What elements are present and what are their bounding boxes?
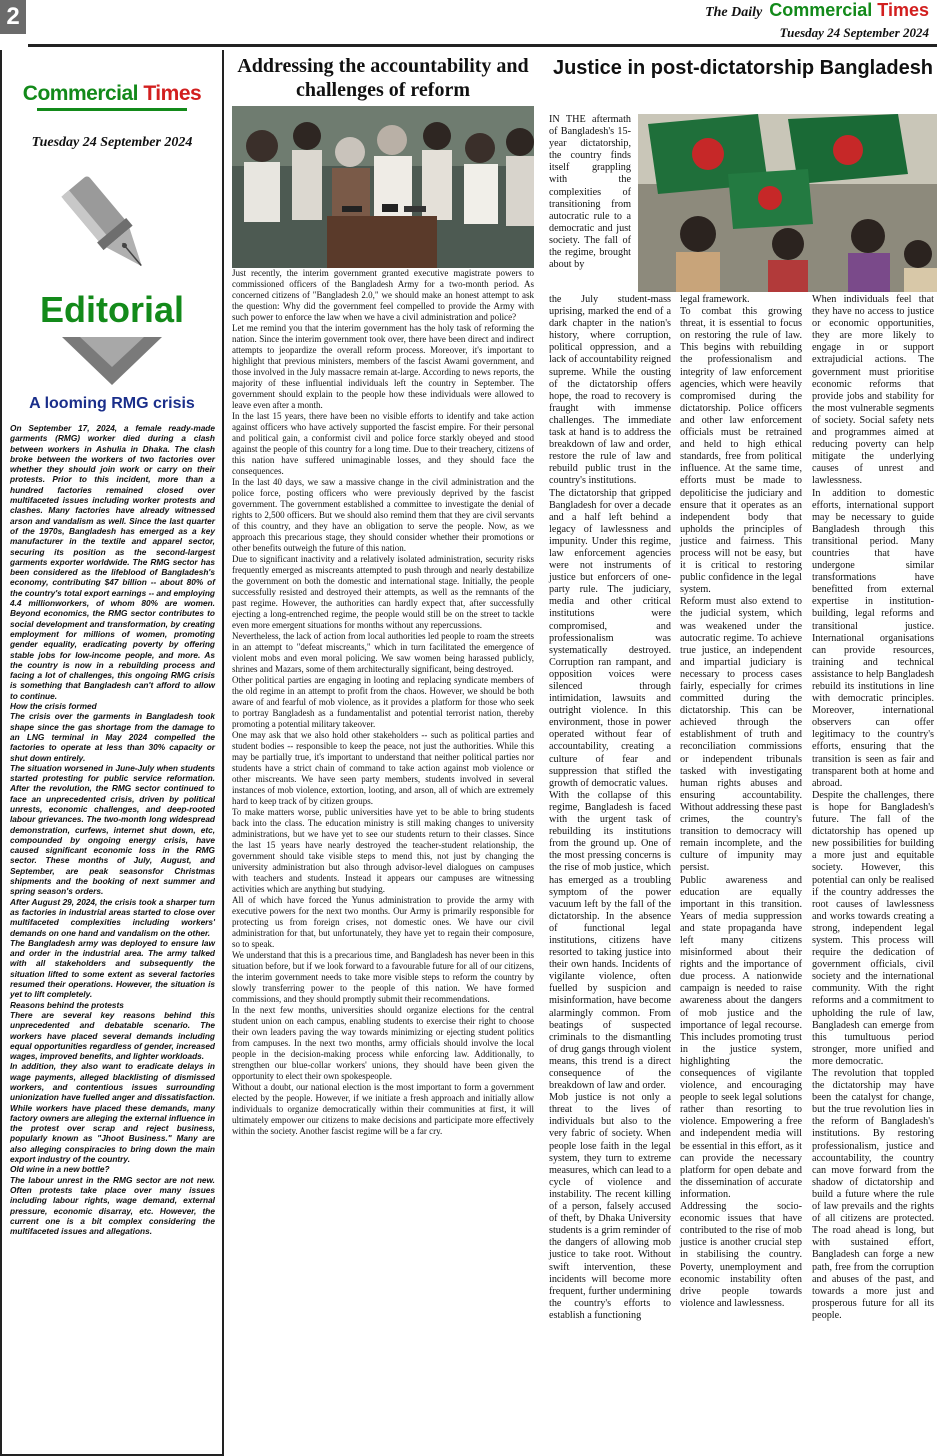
editorial-sidebar: [0, 50, 224, 1456]
section-label: Editorial: [39, 289, 185, 330]
sidebar-date: Tuesday 24 September 2024: [31, 135, 193, 150]
article2-column2: legal framework. To combat this growing threat, it is essential to focus on restoring the rule of law. This begins with rebuilding the professionalism and integrity of law enforcement agencies, which were heavily compromised during the dictatorship. Police officers and other law enforcement officials must be retrained and held to high ethical standards, free from political influence. At the same time, efforts must be made to depoliticise the judiciary and ensure that it operates as an independent body that upholds the principles of justice and fairness. This process will not be easy, but it is critical to restoring public confidence in the legal system. Reform must also extend to the judicial system, which was weakened under the autocratic regime. To achieve true justice, an independent and impartial judiciary is necessary to process cases fairly, especially for crimes committed during the dictatorship. This can be achieved through the establishment of truth and reconciliation commissions or independent tribunals tasked with investigating human rights abuses and ensuring accountability. Without addressing these past crimes, the country's transition to democracy will remain incomplete, and the culture of impunity may persist. Public awareness and education are equally important in this transition. Years of media suppression and state propaganda have left many citizens misinformed about their rights and the importance of due process. A nationwide campaign is needed to raise awareness about the dangers of mob justice and the importance of legal recourse. This includes promoting trust in the justice system, highlighting the consequences of vigilante violence, and encouraging people to seek legal solutions rather than resorting to violence. Empowering a free and independent media will be essential in this effort, as it can provide the necessary platform for open debate and the dissemination of accurate information. Addressing the socio-economic issues that have contributed to the rise of mob justice is another crucial step in stabilising the country. Poverty, unemployment and economic instability often drive people towards violence and lawlessness.: [680, 294, 802, 1309]
masthead: [705, 0, 929, 41]
sidebar-logo-commercial: Commercial: [22, 82, 139, 105]
masthead-title: [705, 0, 929, 23]
masthead-date: Tuesday 24 September 2024: [779, 25, 929, 40]
article2-headline: Justice in post-dictatorship Bangladesh: [552, 57, 934, 79]
fountain-pen-icon: [52, 171, 172, 281]
sidebar-logo-underline: [37, 108, 187, 111]
masthead-brand-commercial: Commercial: [769, 0, 873, 20]
sidebar-logo: [2, 82, 222, 106]
page-number: 2: [0, 0, 26, 34]
article1-body: Just recently, the interim government granted executive magistrate powers to commissioned officers of the Bangladesh Army for a two-month period. As concerned citizens of "Bangladesh 2.0," we should make an honest attempt to ask the question: Why did the government feel compelled to provide the Army with such power to enforce the law when we have a civil administration and police? Let me remind you that the interim government has the holy task of reforming the nation. Since the interim government took over, there have been direct and indirect attempts to jeopardize the overall reform process. Moreover, it's important to highlight that previous ministers, members of the fascist Awami government, and those involved in the July massacre remain at-large. According to news reports, the majority of these influential individuals left the country in September. The government should explain to the people how these individuals were allowed to leave even after a month. In the last 15 years, there have been no visible efforts to identify and take action against officers who have actively supported the fascist empire. For their personal and political gain, a conformist civil and police force starkly obeyed and stood against the people of this country for a long time. Due to their treachery, citizens of this nation have suffered unimaginable losses, and they should face the consequences. In the last 40 days, we saw a massive change in the civil administration and the police force, posting officers who were previously deprived by the fascist government. The government established a committee to investigate the denial of rights to 2,500 officers. But we should also remind them that they are civil servants of this country, and they have an obligation to serve the people. Now, as we approach this precarious stage, they should consider whether their promotions or other benefits outweigh the future of this nation. Due to significant inactivity and a relatively isolated administration, security risks frequently emerged as miscreants attempted to push through and nearly destabilize the government on both the domestic and international stage. Initially, the people successfully resisted and destroyed their attempts, as well as the remnants of the past regime. However, the authorities can hardly expect that, after successfully ejecting a long-entrenched regime, the people would still be on the street to tackle even more emergent situations for months without any repercussions. Nevertheless, the lack of action from local authorities led people to roam the streets in an attempt to "defeat miscreants," which in turn facilitated the emergence of violent mobs and even moral policing. We saw women being harassed publicly, shrines and Mazars, some of them architecturally significant, being destroyed. Other political parties are engaging in looting and replacing syndicate members of the old regime in an attempt to profit from the chaos. However, we should be both aware of and fearful of mob violence, as it provides a platform for those who seek to portray Bangladesh as a fundamentalist and potential terrorist nation, thereby promoting a potential military takeover. One may ask that we also hold other stakeholders -- such as political parties and student bodies -- responsible to keep the peace, not just the authorities. While this may be partially true, it's important to understand that neither political parties nor students have a strict chain of command to take action against mob violence or other miscreants. We have seen party members, students involved in several instances of mob violence, extortion, looting, and arson, all of which are extremely hard to keep track of by citizen groups. To make matters worse, public universities have yet to be able to bring students back into the class. The education ministry is still making changes to university administrations, but we have yet to see our students return to their classes. Since the last 15 years have nearly destroyed the teacher-student relationship, the government should take visible steps to mend this, not just by changing the university administration but also through advisor-level dialogues on campuses with teachers and students. Instead it appears our campuses are witnessing activities which are anything but studying. All of which have forced the Yunus administration to provide the army with executive powers for the next two months. Our Army is primarily responsible for protecting us from foreign crises, not domestic ones. We have our civil administration for that, but unfortunately, they have yet to regain their composure, so to speak. We understand that this is a precarious time, and Bangladesh has never been in this situation before, but if we look forward to a favourable future for all of our citizens, the interim government needs to take more visible steps to reform the country by slowly transferring power to the people of this nation. We have formed commissions, and they should promptly submit their recommendations. In the next few months, universities should organize elections for the central student union on each campus, enabling students to exercise their right to choose their own leaders paving the way towards minimizing or ejecting student politics from campuses. In the next two months, army officials should involve the local people in the decision-making process while enforcing law. Additionally, to strengthen our blue-collar workers' unions, they should have been given the opportunity to elect their own spokespeople. Without a doubt, our national election is the most important to form a government elected by the people. However, if we initiate a fresh approach and initially allow individuals to organize democratically within their communities at first, it will ultimately empower our citizens to make decisions and participate more effectively within the society. Another fascist regime will be a far cry.: [232, 268, 534, 1136]
article2-column1: the July student-mass uprising, marked the end of a dark chapter in the nation's history, where corruption, political oppression, and a lack of accountability reigned supreme. While the ousting of the dictatorship offers hope, the road to recovery is fraught with immense challenges. The immediate task at hand is to address the breakdown of law and order, restore the rule of law and rebuild public trust in the country's institutions. The dictatorship that gripped Bangladesh for over a decade and a half left behind a legacy of lawlessness and impunity. Under this regime, law enforcement agencies were not instruments of justice but enforcers of one-party rule. The judiciary, media and other critical institutions were compromised, and professionalism was systematically destroyed. Corruption ran rampant, and opposition voices were silenced through intimidation, lawsuits and outright violence. In this environment, those in power operated without fear of accountability, creating a culture of fear and suppression that stifled the growth of democratic values. With the collapse of this regime, Bangladesh is faced with the urgent task of rebuilding its institutions from the ground up. One of the most pressing concerns is the rise of mob justice, which has emerged as a troubling symptom of the power vacuum left by the fall of the dictatorship. In the absence of functional legal institutions, citizens have resorted to taking justice into their own hands. Incidents of vigilante violence, often fuelled by suspicion and misinformation, have become alarmingly common. From beatings of suspected criminals to the dismantling of drug gangs through violent means, this trend is a direct consequence of the breakdown of law and order. Mob justice is not only a threat to the lives of individuals but also to the very fabric of society. When people lose faith in the legal system, they turn to extreme measures, which can lead to a cycle of violence and instability. The recent killing of a person, falsely accused of theft, by Dhaka University students is a grim reminder of the dangers of allowing mob justice to take root. Without swift intervention, these incidents will become more frequent, further undermining the country's efforts to establish a functioning: [549, 294, 671, 1321]
top-rule: [28, 44, 937, 47]
press-conference-photo: [232, 106, 534, 268]
article2-column3: When individuals feel that they have no access to justice or economic opportunities, they are more likely to engage in or support extrajudicial actions. The government must prioritise economic reforms that provide jobs and stability for the most vulnerable segments of society. Social safety nets and programmes aimed at reducing poverty can help mitigate the underlying causes of unrest and lawlessness. In addition to domestic efforts, international support may be necessary to guide Bangladesh through this transitional period. Many countries that have undergone similar transformations have benefitted from external expertise in institution-building, legal reforms and transitional justice. International organisations can provide resources, training and technical assistance to help Bangladesh rebuild its institutions in line with democratic principles. Moreover, international observers can offer legitimacy to the country's efforts, ensuring that the transition is seen as fair and transparent both at home and abroad. Despite the challenges, there is hope for Bangladesh's future. The fall of the dictatorship has opened up new possibilities for building a more just and equitable society. However, this potential can only be realised if the country addresses the root causes of lawlessness and works towards creating a strong, independent legal system. This process will require the dedication of government officials, civil society and the international community. With the right reforms and a commitment to upholding the rule of law, Bangladesh can emerge from this tumultuous period stronger, more unified and more democratic. The revolution that toppled the dictatorship may have been the catalyst for change, but the true revolution lies in the reform of Bangladesh's institutions. By restoring professionalism, justice and accountability, the country can move forward from the shadow of dictatorship and build a future where the rule of law prevails and the rights of all citizens are protected. The road ahead is long, but with sustained effort, Bangladesh can forge a new path, free from the corruption and abuses of the past, and towards a more just and prosperous future for all its people.: [812, 294, 934, 1321]
down-arrow-icon: [62, 337, 162, 387]
article2-column1-top: IN THE aftermath of Bangladesh's 15-year dictatorship, the country finds itself grappling with the complexities of transitioning from autocratic rule to a democratic and just society. The fall of the regime, brought about by: [549, 114, 631, 271]
editorial-headline: A looming RMG crisis: [29, 395, 195, 412]
sidebar-logo-times: Times: [143, 82, 202, 105]
editorial-body: On September 17, 2024, a female ready-made garments (RMG) worker died during a clash between workers in Ashulia in Dhaka. The clash broke between the workers of two factories over whether they should join work or carry on their protests. Prior to this incident, more than a hundred factories remained closed over multifaceted issues including worker protests and clashes. Many factories have already witnessed arson and vandalism as well. Since the last quarter of the 1970s, Bangladesh has emerged as a key manufacturer in the textile and apparel sector, securing its position as the second-largest garments exporter worldwide. The RMG sector has been considered as the lifeblood of Bangladesh's economy, contributing $47 billion -- about 80% of the country's total export earnings -- and employing 4.4 millionworkers, of whom 80% are women. Beyond economics, the RMG sector contributes to social development and transformation, by creating employment for millions of women, promoting gender equality, eradicating poverty by offering stable jobs for low-income people, and more. As the country is now in a rebuilding process and facing a lot of challenges, this ongoing RMG crisis is something that Bangladesh can't afford to allow to continue. How the crisis formed The crisis over the garments in Bangladesh took shape since the gas shortage from the damage to an LNG terminal in May 2024 compelled the factories to operate at less than 30% capacity or shut down entirely. The situation worsened in June-July when students started protesting for public service reformation. After the revolution, the RMG sector continued to face an unprecedented crisis, driven by political unrests, economic challenges, and deep-rooted labour grievances. The two-month long widespread demonstration, curfews, internet shut down, etc, compounded by ongoing energy crisis, have caused significant economic loss in the RMG sector. These months of July, August, and September, are peak seasonsfor Christmas shipments and the booking of next summer and spring season's orders. After August 29, 2024, the crisis took a sharper turn as factories in industrial areas started to close over multifaceted complexities including workers' demands on one hand and vandalism on the other. The Bangladesh army was deployed to ensure law and order in the industrial area. The army talked with all stakeholders and subsequently the situation lifted to some extent as several factories resumed their operations. However, the situation is yet to lift completely. Reasons behind the protests There are several key reasons behind this unprecedented and debatable scenario. The workers have placed several demands including equal opportunities regardless of gender, increased wages, improved benefits, and lighter workloads. In addition, they also want to eradicate delays in wage payments, alleged blacklisting of dismissed workers, and contentious issues surrounding unionization have fuelled anger and dissatisfaction. While workers have placed these demands, many factory owners are alleging the external influence in the protest over scrap and reject business, popularly known as "Jhoot Business." Many are also alleging conspiracies to bring down the main export industry of the country. Old wine in a new bottle? The labour unrest in the RMG sector are not new. Often protests take place over many issues including labour rights, wage demand, external pressure, economic disarray, etc. However, the current one is a bit complex considering the multifaceted issues and allegations.: [10, 423, 215, 1237]
article1-headline: Addressing the accountability and challenges of reform: [237, 55, 529, 101]
masthead-daily: The Daily: [705, 5, 763, 20]
masthead-brand-times: Times: [877, 0, 929, 20]
flag-rally-photo: [638, 114, 937, 292]
